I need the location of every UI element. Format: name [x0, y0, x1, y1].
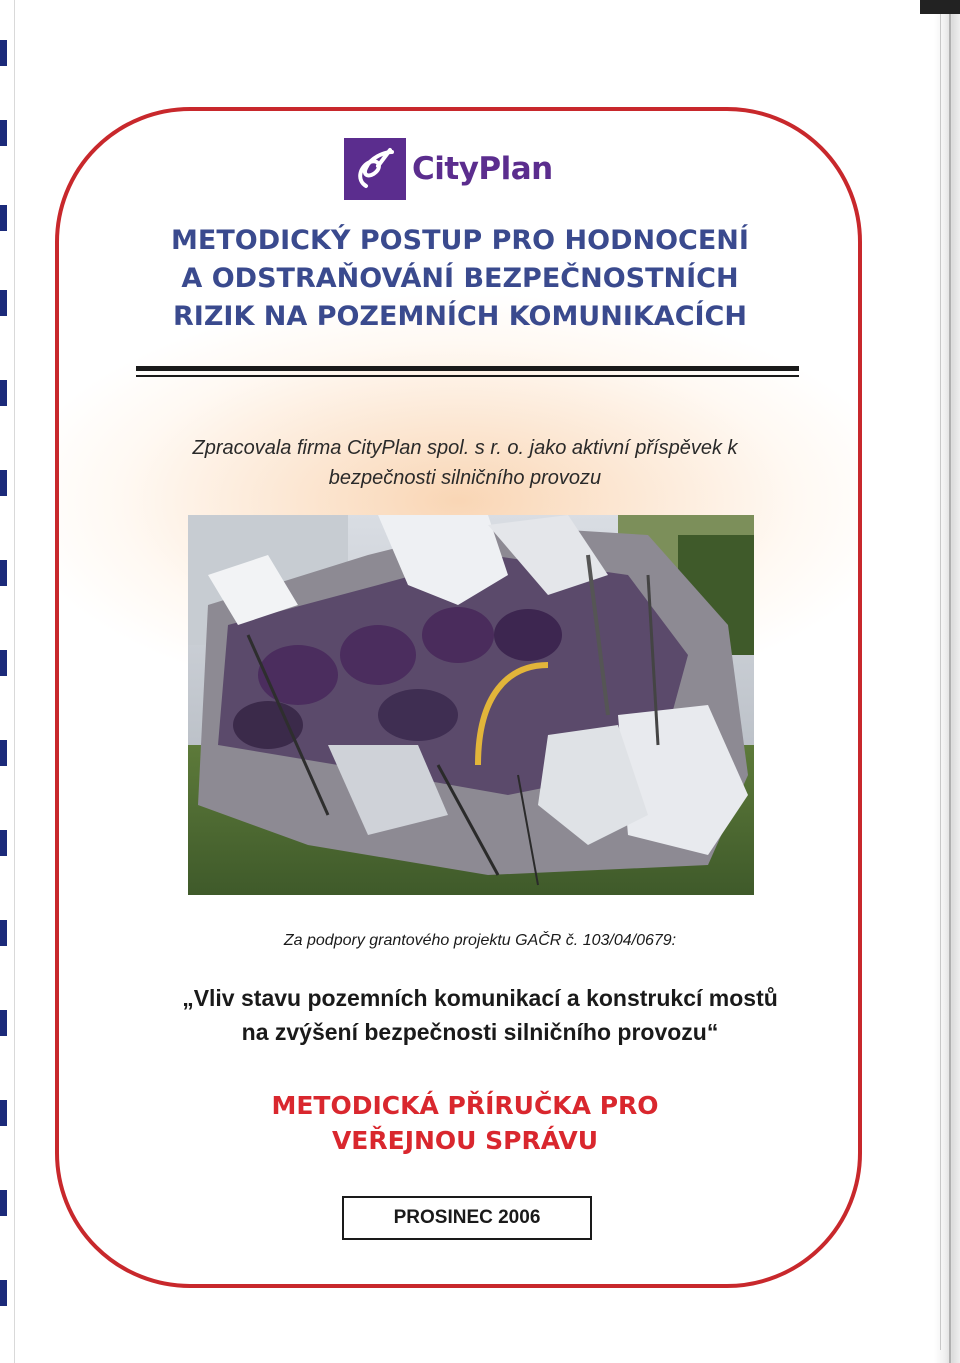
handbook-heading	[150, 1088, 780, 1158]
scan-corner	[920, 0, 960, 14]
title-divider-thin	[136, 375, 799, 377]
subtitle	[100, 433, 830, 493]
grant-note: Za podpory grantového projektu GAČR č. 103/04/0679:	[283, 932, 677, 949]
project-title-line: na zvýšení bezpečnosti silničního provozu“	[241, 1019, 719, 1045]
document-title	[60, 222, 860, 336]
page-right-edge	[934, 0, 960, 1363]
page-left-edge	[14, 0, 15, 1363]
title-divider	[136, 366, 799, 371]
project-title	[100, 981, 860, 1049]
cityplan-logo	[344, 138, 553, 200]
subtitle-line: Zpracovala firma CityPlan spol. s r. o. jako aktivní příspěvek k	[192, 437, 738, 459]
title-line: A ODSTRAŇOVÁNÍ BEZPEČNOSTNÍCH	[181, 263, 739, 294]
title-line: RIZIK NA POZEMNÍCH KOMUNIKACÍCH	[173, 301, 747, 332]
project-title-line: „Vliv stavu pozemních komunikací a konstrukcí mostů	[182, 985, 778, 1011]
bus-crash-photo	[188, 515, 754, 895]
handbook-line: METODICKÁ PŘÍRUČKA PRO	[271, 1091, 659, 1120]
logo-mark-icon	[344, 138, 406, 200]
logo-wordmark: CityPlan	[412, 151, 553, 187]
date-box: PROSINEC 2006	[342, 1196, 592, 1240]
handbook-line: VEŘEJNOU SPRÁVU	[331, 1126, 599, 1155]
subtitle-line: bezpečnosti silničního provozu	[328, 467, 602, 489]
title-line: METODICKÝ POSTUP PRO HODNOCENÍ	[171, 225, 749, 256]
